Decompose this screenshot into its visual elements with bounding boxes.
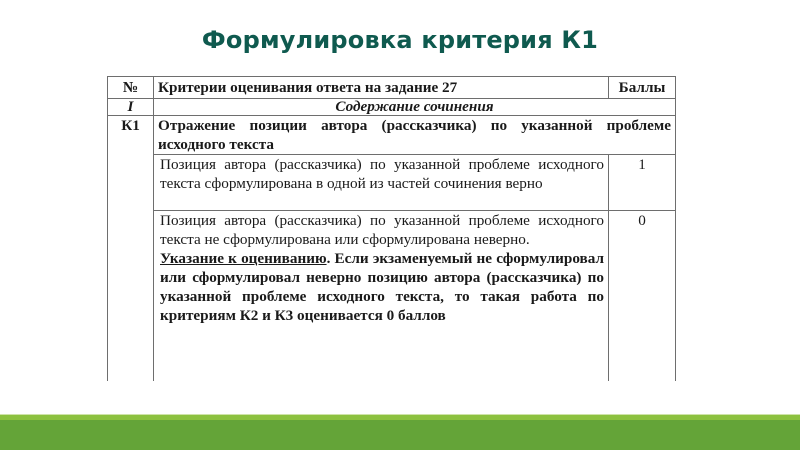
section-num: I — [108, 99, 154, 116]
criterion-code: К1 — [108, 116, 154, 155]
criteria-table — [107, 76, 676, 381]
section-label: Содержание сочинения — [154, 99, 676, 116]
criterion-title: Отражение позиции автора (рассказчика) по указанной проблеме исходного текста — [154, 116, 676, 155]
level-points: 1 — [609, 155, 676, 211]
criterion-row — [108, 116, 676, 155]
level-cell — [154, 211, 609, 382]
section-row — [108, 99, 676, 116]
slide-title: Формулировка критерия К1 — [201, 26, 599, 54]
level-text: Позиция автора (рассказчика) по указанной проблеме исходного текста сформулирована в одной из частей сочинения верно — [154, 155, 609, 211]
header-num: № — [108, 77, 154, 99]
header-points: Баллы — [609, 77, 676, 99]
grading-note — [160, 249, 604, 325]
table-row — [108, 155, 676, 211]
header-criteria: Критерии оценивания ответа на задание 27 — [154, 77, 609, 99]
level-text: Позиция автора (рассказчика) по указанной проблеме исходного текста не сформулирована или сформулирована неверно. — [160, 212, 604, 248]
empty-cell — [108, 155, 154, 211]
level-points: 0 — [609, 211, 676, 382]
criteria-table-image — [107, 76, 676, 381]
table-header-row — [108, 77, 676, 99]
empty-cell — [108, 211, 154, 382]
table-row — [108, 211, 676, 382]
grading-note-label: Указание к оцениванию — [160, 250, 327, 267]
footer-band — [0, 420, 800, 450]
grading-note-text: . Если экзаменуемый не сформулировал или сформулировал неверно позицию автора (рассказчика) по указанной проблеме исходного текста, то такая работа по критериям К2 и К3 оценивается 0 баллов — [160, 250, 604, 324]
